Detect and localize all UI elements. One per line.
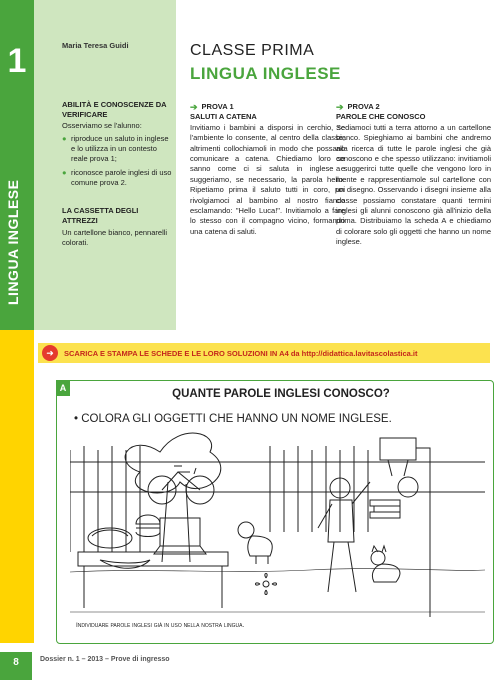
cat-drawing (371, 546, 400, 582)
footer-text: Dossier n. 1 – 2013 – Prove di ingresso (40, 656, 170, 663)
books-drawing (370, 500, 400, 518)
prova-2-column: ➔ PROVA 2 PAROLE CHE CONOSCO Sediamoci tutti a terra attorno a un cartellone bianco. Spieghiamo ai bambini che andremo alla ricerca di tutte le parole inglesi che già conoscono e che spesso utilizzano: invitiamoli a suggerirci tutte quelle che vengono loro in mente e rappresentiamole sul cartellone con un disegno. Osservando i disegni insieme alla classe possiamo constatare quanti termini inglesi gli alunni conoscono già all'inizio della prima. Distribuiamo la scheda A e chiediamo di colorare solo gli oggetti che hanno un nome inglese. (336, 102, 491, 247)
worksheet-illustration (70, 432, 485, 620)
worksheet-tag: A (56, 380, 70, 396)
worksheet-instruction: • COLORA GLI OGGETTI CHE HANNO UN NOME INGLESE. (74, 413, 392, 425)
tools-text: Un cartellone bianco, pennarelli colorati. (62, 228, 168, 247)
download-icon: ➜ (42, 345, 58, 361)
chapter-number: 1 (7, 42, 27, 80)
flower-drawing (256, 574, 277, 595)
prova-2-text: Sediamoci tutti a terra attorno a un cartellone bianco. Spieghiamo ai bambini che andremo alla ricerca di tutte le parole inglesi che già conoscono e che spesso utilizzano: invitiamoli a suggerirci tutte quelle che vengono loro in mente e rappresentiamole sul cartellone con un disegno. Osservando i disegni insieme alla classe possiamo constatare quanti termini inglesi gli alunni conoscono già all'inizio della prima. Distribuiamo la scheda A e chiediamo di colorare solo gli oggetti che hanno un nome inglese. (336, 122, 491, 247)
worksheet-title: QUANTE PAROLE INGLESI CONOSCO? (172, 388, 390, 400)
author-name: Maria Teresa Guidi (62, 41, 129, 50)
banana-drawing (100, 560, 150, 568)
worksheet-caption: Individuare parole inglesi già in uso nella nostra lingua. (76, 622, 245, 629)
prova-1-column: ➔ PROVA 1 SALUTI A CATENA Invitiamo i bambini a disporsi in cerchio, se l'ambiente lo consente, al centro della classe; altrimenti collochiamoli in modo che possano comunicare a catena. Chiediamo loro se sanno come ci si saluta in inglese e suggeriamo, se necessario, la parola hello. Ripetiamo prima il saluto tutti in coro, poi rivolgiamoci al bambino al nostro fianco esclamando: "Hello Luca!". Invitiamolo a fare lo stesso con il compagno vicino, formando una catena di saluti. (190, 102, 345, 236)
sidebar-title: LINGUA INGLESE (5, 179, 21, 305)
plate-drawing (88, 528, 132, 548)
ability-bullet-2: ● riconosce parole inglesi di uso comune prova 2. (62, 168, 172, 187)
tools-title: LA CASSETTA DEGLI ATTREZZI (62, 206, 139, 225)
abilities-title: ABILITÀ E CONOSCENZE DA VERIFICARE (62, 100, 167, 119)
bicycle-drawing (148, 466, 214, 504)
ability-bullet-1: ● riproduce un saluto in inglese e lo utilizza in un contesto reale prova 1; (62, 134, 169, 163)
prova-1-text: Invitiamo i bambini a disporsi in cerchio, se l'ambiente lo consente, al centro della classe; altrimenti collochiamoli in modo che possano comunicare a catena. Chiediamo loro se sanno come ci si saluta in inglese e suggeriamo, se necessario, la parola hello. Ripetiamo prima il saluto tutti in coro, poi rivolgiamoci al bambino al nostro fianco esclamando: "Hello Luca!". Invitiamolo a fare lo stesso con il compagno vicino, formando una catena di saluti. (190, 122, 345, 236)
dog-drawing (238, 522, 272, 564)
abilities-intro: Osserviamo se l'alunno: (62, 121, 142, 130)
page-number: 8 (0, 652, 32, 680)
laptop-drawing (154, 518, 206, 554)
class-title: CLASSE PRIMA (190, 42, 315, 59)
bullet-dot-icon: ● (62, 134, 67, 143)
arrow-right-icon: ➔ (336, 102, 344, 112)
basketball-hoop-drawing (380, 438, 430, 617)
fence-drawing (70, 446, 485, 552)
arrow-right-icon: ➔ (190, 102, 198, 112)
subject-title: LINGUA INGLESE (190, 64, 341, 83)
download-link[interactable]: SCARICA E STAMPA LE SCHEDE E LE LORO SOLUZIONI IN A4 da http://didattica.lavitascolastica.it (64, 349, 418, 358)
bullet-dot-icon: ● (62, 168, 67, 177)
